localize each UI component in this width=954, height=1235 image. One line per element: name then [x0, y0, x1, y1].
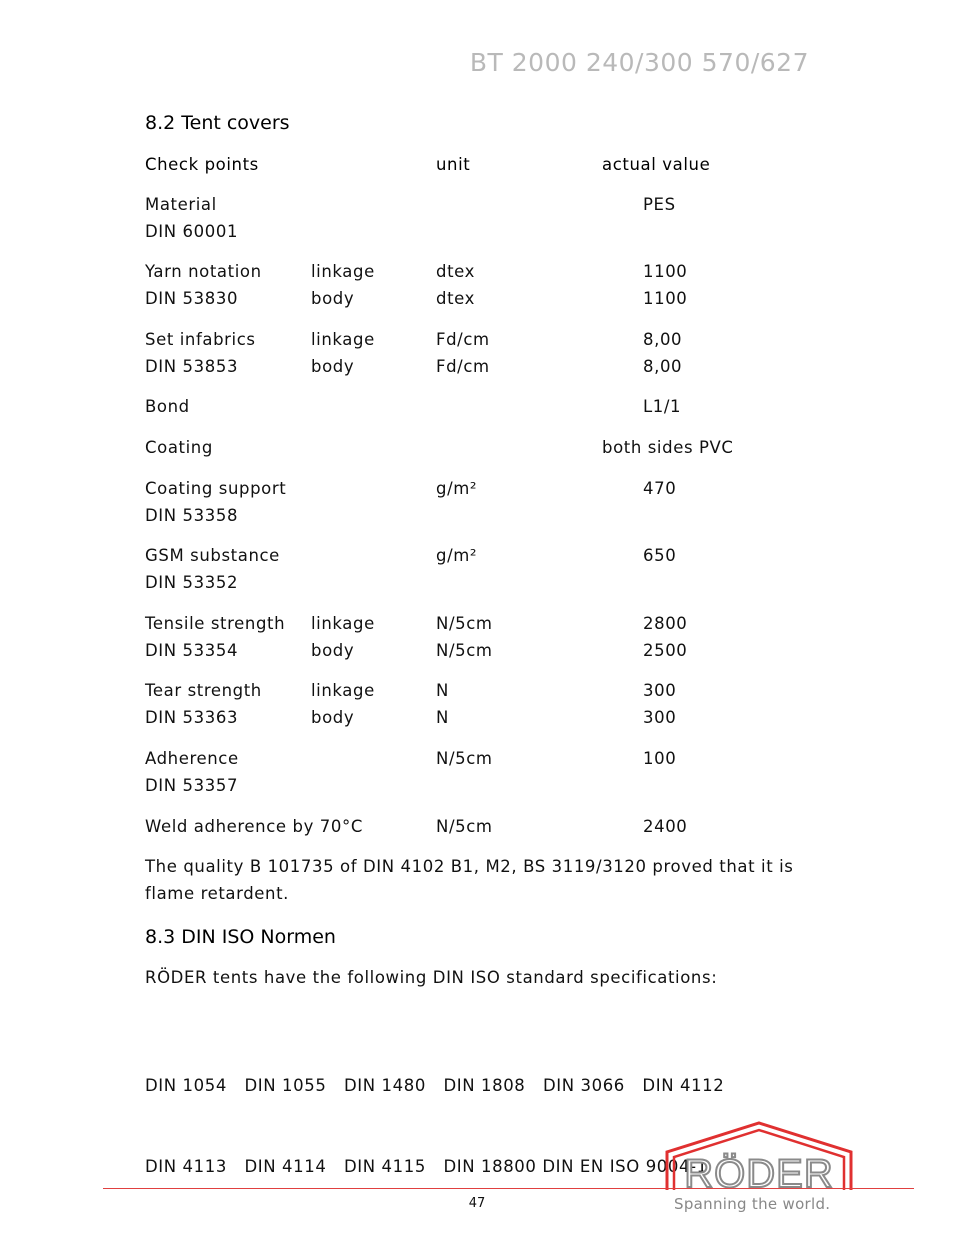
column-unit: unit	[436, 155, 471, 174]
table-cell: DIN 53830	[145, 289, 239, 308]
table-cell: Material	[145, 195, 217, 214]
table-cell: DIN 53352	[145, 573, 239, 592]
table-cell: Tensile strength	[145, 614, 286, 633]
table-cell: DIN 53354	[145, 641, 239, 660]
table-cell: linkage	[311, 681, 375, 700]
footer-divider	[103, 1188, 914, 1189]
section-heading-din-iso: 8.3 DIN ISO Normen	[145, 926, 336, 948]
note-line: The quality B 101735 of DIN 4102 B1, M2, BS 3119/3120 proved that it is	[145, 857, 794, 876]
table-cell: 2400	[643, 817, 688, 836]
table-cell: 2800	[643, 614, 688, 633]
table-cell: g/m²	[436, 546, 478, 565]
table-cell: Fd/cm	[436, 357, 490, 376]
table-cell: linkage	[311, 262, 375, 281]
table-cell: 650	[643, 546, 677, 565]
din-list-line: DIN 4113 DIN 4114 DIN 4115 DIN 18800 DIN EN ISO 9004-1	[145, 1157, 708, 1176]
table-cell: body	[311, 641, 355, 660]
table-cell: N	[436, 681, 449, 700]
table-cell: L1/1	[643, 397, 682, 416]
table-cell: dtex	[436, 262, 475, 281]
table-cell: PES	[643, 195, 676, 214]
table-cell: Set infabrics	[145, 330, 256, 349]
table-cell: body	[311, 289, 355, 308]
table-cell: DIN 53357	[145, 776, 239, 795]
table-cell: 300	[643, 708, 677, 727]
table-cell: body	[311, 708, 355, 727]
din-intro	[145, 964, 717, 991]
table-cell: 1100	[643, 289, 688, 308]
document-title: BT 2000 240/300 570/627	[469, 48, 809, 77]
logo-wordmark: RÖDER	[684, 1152, 834, 1192]
table-cell: N/5cm	[436, 641, 493, 660]
note-line: flame retardent.	[145, 884, 290, 903]
table-cell: Coating support	[145, 479, 287, 498]
roder-logo	[664, 1120, 854, 1192]
din-list	[145, 1018, 724, 1207]
page-number: 47	[468, 1196, 486, 1211]
table-cell: DIN 53363	[145, 708, 239, 727]
table-cell: g/m²	[436, 479, 478, 498]
table-cell: DIN 53853	[145, 357, 239, 376]
table-cell: 2500	[643, 641, 688, 660]
table-cell: Coating	[145, 438, 213, 457]
table-cell: Weld adherence by 70°C	[145, 817, 363, 836]
din-intro-text: tents have the following DIN ISO standard specifications:	[207, 968, 718, 987]
table-cell: 300	[643, 681, 677, 700]
table-cell: linkage	[311, 614, 375, 633]
column-check-points: Check points	[145, 155, 259, 174]
din-list-line: DIN 1054 DIN 1055 DIN 1480 DIN 1808 DIN 3066 DIN 4112	[145, 1076, 725, 1095]
table-cell: DIN 53358	[145, 506, 239, 525]
table-cell: GSM substance	[145, 546, 280, 565]
brand-name: RÖDER	[145, 968, 208, 987]
logo-tagline: Spanning the world.	[674, 1195, 831, 1213]
table-cell: 100	[643, 749, 677, 768]
table-cell: Yarn notation	[145, 262, 262, 281]
flame-note	[145, 853, 793, 907]
table-cell: dtex	[436, 289, 475, 308]
table-cell: N	[436, 708, 449, 727]
column-actual-value: actual value	[602, 155, 711, 174]
table-cell: 8,00	[643, 357, 683, 376]
table-cell: N/5cm	[436, 749, 493, 768]
table-cell: Tear strength	[145, 681, 262, 700]
table-cell: linkage	[311, 330, 375, 349]
table-cell: 1100	[643, 262, 688, 281]
table-cell: 8,00	[643, 330, 683, 349]
table-cell: N/5cm	[436, 614, 493, 633]
section-heading-tent-covers: 8.2 Tent covers	[145, 112, 290, 134]
table-cell: 470	[643, 479, 677, 498]
table-cell: body	[311, 357, 355, 376]
table-cell: Bond	[145, 397, 190, 416]
table-cell: Fd/cm	[436, 330, 490, 349]
table-cell: DIN 60001	[145, 222, 239, 241]
table-cell: both sides PVC	[602, 438, 734, 457]
table-cell: Adherence	[145, 749, 239, 768]
table-cell: N/5cm	[436, 817, 493, 836]
